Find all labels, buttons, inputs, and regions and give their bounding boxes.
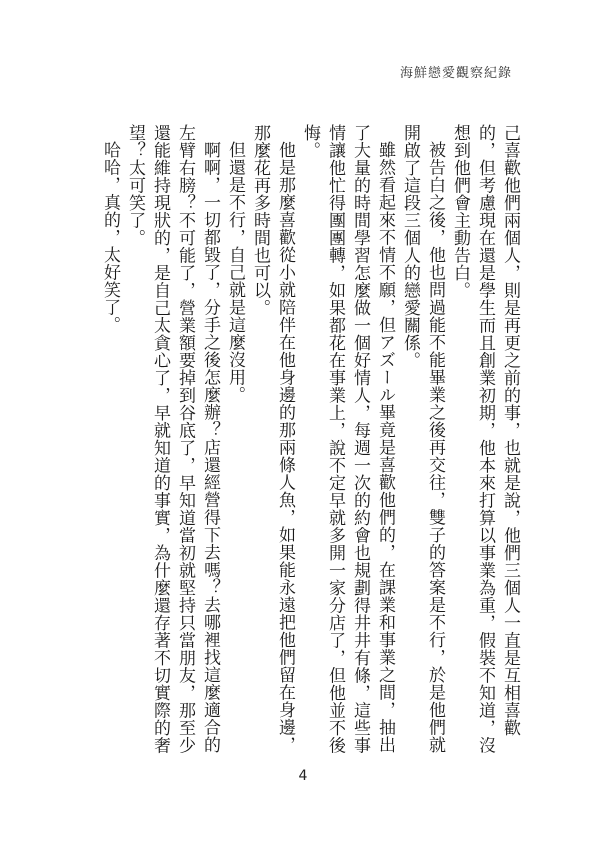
paragraph: 雖然看起來不情不願，但アズール畢竟是喜歡他們的，在課業和事業之間，抽出了大量的時間學習怎麼做一個好情人，每週一次的約會也規劃得井井有條，這些事情讓他忙得團團轉，如果都花在事業上，說不定早就多開一家分店了，但他並不後悔。 (300, 124, 395, 754)
page-number: 4 (298, 768, 308, 784)
vertical-body-text (97, 124, 522, 764)
paragraph: 哈哈，真的，太好笑了。 (100, 141, 120, 334)
running-header-title: 海鮮戀愛觀察紀錄 (399, 66, 512, 81)
paragraph: 啊啊，一切都毀了，分手之後怎麼辦？店還經營得下去嗎？去哪裡找這麼適合的左臂右膀？不可能了，營業額要掉到谷底了，早知道當初就堅持只當朋友，那至少還能維持現狀的，是自己太貪心了，早就知道的事實，為什麼還存著不切實際的奢望？太可笑了。 (125, 124, 220, 754)
paragraph: 被告白之後，他也問過能不能畢業之後再交往，雙子的答案是不行，於是他們就開啟了這段三個人的戀愛關係。 (400, 124, 445, 754)
paragraph: 己喜歡他們兩個人，則是再更之前的事，也就是說，他們三個人一直是互相喜歡的，但考慮現在還是學生而且創業初期，他本來打算以事業為重，假裝不知道，沒想到他們會主動告白。 (450, 124, 520, 754)
paragraph: 但還是不行，自己就是這麼沒用。 (225, 141, 245, 404)
paragraph: 他是那麼喜歡從小就陪伴在他身邊的那兩條人魚，如果能永遠把他們留在身邊，那麼花再多時間也可以。 (250, 124, 295, 754)
